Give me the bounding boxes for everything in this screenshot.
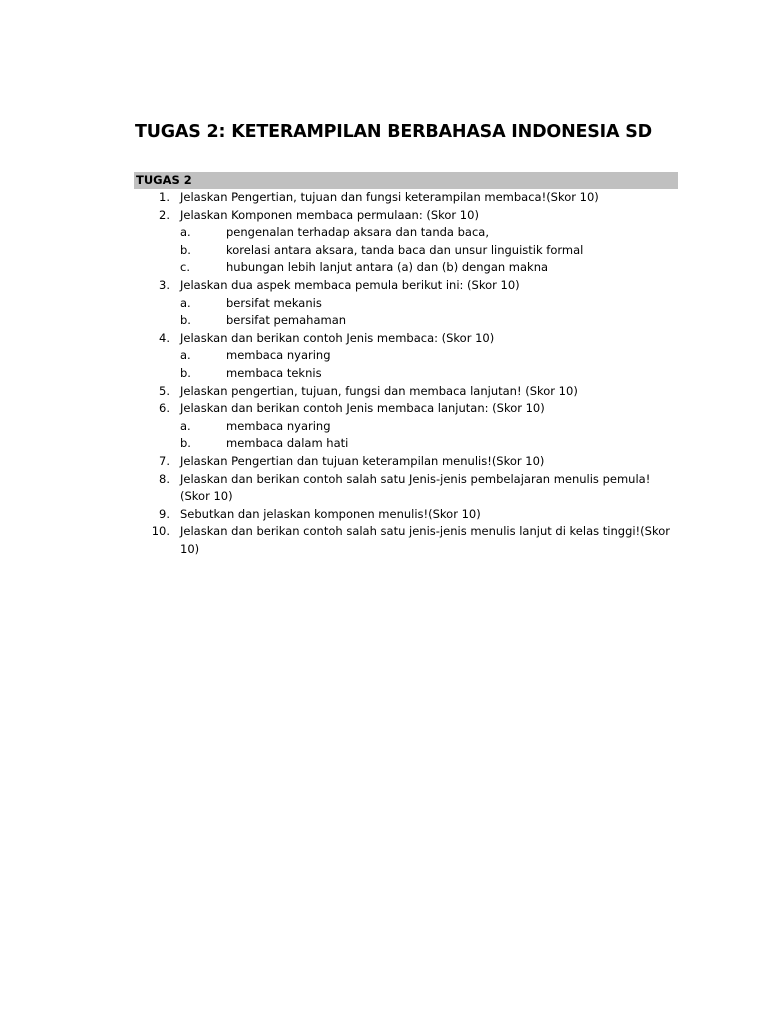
task-number: 6. [159,401,170,416]
task-number: 1. [159,190,170,204]
task-text: Jelaskan dan berikan contoh salah satu jenis-jenis menulis lanjut di kelas tinggi!(Skor 10) [180,524,670,556]
subtask-letter: b. [180,365,191,380]
task-row [134,400,684,418]
task-row [134,189,684,207]
subtask-item [134,435,684,453]
subtask-letter: a. [180,418,191,433]
subtask-list [134,295,684,330]
task-number: 8. [159,471,170,486]
subtask-letter: c. [180,260,190,275]
subtask-letter: a. [180,348,191,363]
subtask-item [134,259,684,277]
task-item [134,506,684,524]
task-text: Jelaskan dan berikan contoh Jenis membaca: (Skor 10) [180,330,495,345]
task-number: 3. [159,277,170,292]
subtask-text: hubungan lebih lanjut antara (a) dan (b) dengan makna [226,260,549,275]
task-number: 7. [159,453,170,468]
task-row [134,277,684,295]
task-item [134,453,684,471]
task-text: Sebutkan dan jelaskan komponen menulis!(Skor 10) [180,506,481,521]
task-row [134,506,684,524]
subtask-list [134,418,684,453]
subtask-text: membaca dalam hati [226,436,349,451]
section-label: TUGAS 2 [136,173,192,187]
task-item [134,330,684,383]
subtask-text: membaca nyaring [226,418,331,433]
task-row [134,471,684,506]
task-item [134,277,684,330]
task-item [134,207,684,277]
task-number: 5. [159,383,170,398]
subtask-list [134,347,684,382]
task-text: Jelaskan dua aspek membaca pemula berikut ini: (Skor 10) [180,277,520,292]
subtask-item [134,295,684,313]
subtask-text: korelasi antara aksara, tanda baca dan unsur linguistik formal [226,242,584,257]
task-item [134,471,684,506]
subtask-item [134,312,684,330]
subtask-letter: b. [180,313,191,328]
task-text: Jelaskan pengertian, tujuan, fungsi dan membaca lanjutan! (Skor 10) [180,383,578,398]
task-number: 4. [159,330,170,345]
task-number: 2. [159,207,170,222]
task-item [134,400,684,453]
task-row [134,207,684,225]
subtask-text: pengenalan terhadap aksara dan tanda baca, [226,225,489,240]
task-text: Jelaskan Komponen membaca permulaan: (Skor 10) [180,207,479,222]
subtask-letter: b. [180,436,191,451]
subtask-letter: a. [180,295,191,310]
task-item [134,523,684,558]
subtask-text: membaca nyaring [226,348,331,363]
task-number: 10. [151,524,170,539]
task-item [134,383,684,401]
document-title: TUGAS 2: KETERAMPILAN BERBAHASA INDONESIA SD [135,122,652,142]
task-text: Jelaskan Pengertian, tujuan dan fungsi keterampilan membaca!(Skor 10) [180,190,599,204]
task-text: Jelaskan dan berikan contoh salah satu Jenis-jenis pembelajaran menulis pemula!(Skor 10) [180,471,651,504]
subtask-letter: b. [180,242,191,257]
section-header-bar [134,172,678,189]
subtask-item [134,418,684,436]
subtask-letter: a. [180,225,191,240]
task-list [134,189,684,558]
task-row [134,523,684,558]
subtask-item [134,224,684,242]
subtask-list [134,224,684,277]
subtask-text: membaca teknis [226,365,322,380]
task-text: Jelaskan dan berikan contoh Jenis membaca lanjutan: (Skor 10) [180,401,545,416]
task-row [134,453,684,471]
subtask-item [134,347,684,365]
subtask-text: bersifat mekanis [226,295,322,310]
task-row [134,330,684,348]
task-text: Jelaskan Pengertian dan tujuan keterampilan menulis!(Skor 10) [180,453,545,468]
subtask-item [134,365,684,383]
task-number: 9. [159,506,170,521]
task-item [134,189,684,207]
subtask-text: bersifat pemahaman [226,313,347,328]
task-row [134,383,684,401]
subtask-item [134,242,684,260]
